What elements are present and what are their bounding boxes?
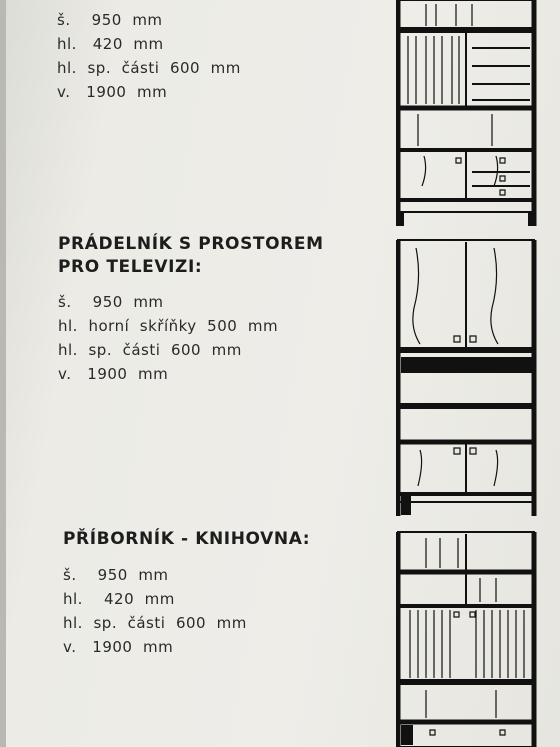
cabinet-drawing-1 <box>396 0 538 228</box>
spec-upper-depth: hl. horní skříňky 500 mm <box>58 317 279 335</box>
cabinet-drawing-3 <box>396 530 538 747</box>
section-title-line: PRO TELEVIZI: <box>58 257 203 277</box>
spec-lower-depth: hl. sp. části 600 mm <box>63 614 247 632</box>
section-2-title <box>58 233 324 279</box>
section-title-line: PŘÍBORNÍK - KNIHOVNA: <box>63 529 311 549</box>
page-edge <box>0 0 6 747</box>
spec-height: v. 1900 mm <box>57 83 168 101</box>
spec-width: š. 950 mm <box>63 566 169 584</box>
spec-depth: hl. 420 mm <box>63 590 175 608</box>
spec-height: v. 1900 mm <box>63 638 174 656</box>
section-1-specs <box>57 8 241 104</box>
spec-width: š. 950 mm <box>58 293 164 311</box>
spec-height: v. 1900 mm <box>58 365 169 383</box>
cabinet-drawing-2 <box>396 238 538 518</box>
section-3-specs <box>63 563 247 659</box>
spec-lower-depth: hl. sp. části 600 mm <box>57 59 241 77</box>
spec-width: š. 950 mm <box>57 11 163 29</box>
section-title-line: PRÁDELNÍK S PROSTOREM <box>58 234 324 254</box>
section-3-title <box>63 528 310 551</box>
spec-depth: hl. 420 mm <box>57 35 164 53</box>
section-2-specs <box>58 290 278 386</box>
spec-lower-depth: hl. sp. části 600 mm <box>58 341 242 359</box>
